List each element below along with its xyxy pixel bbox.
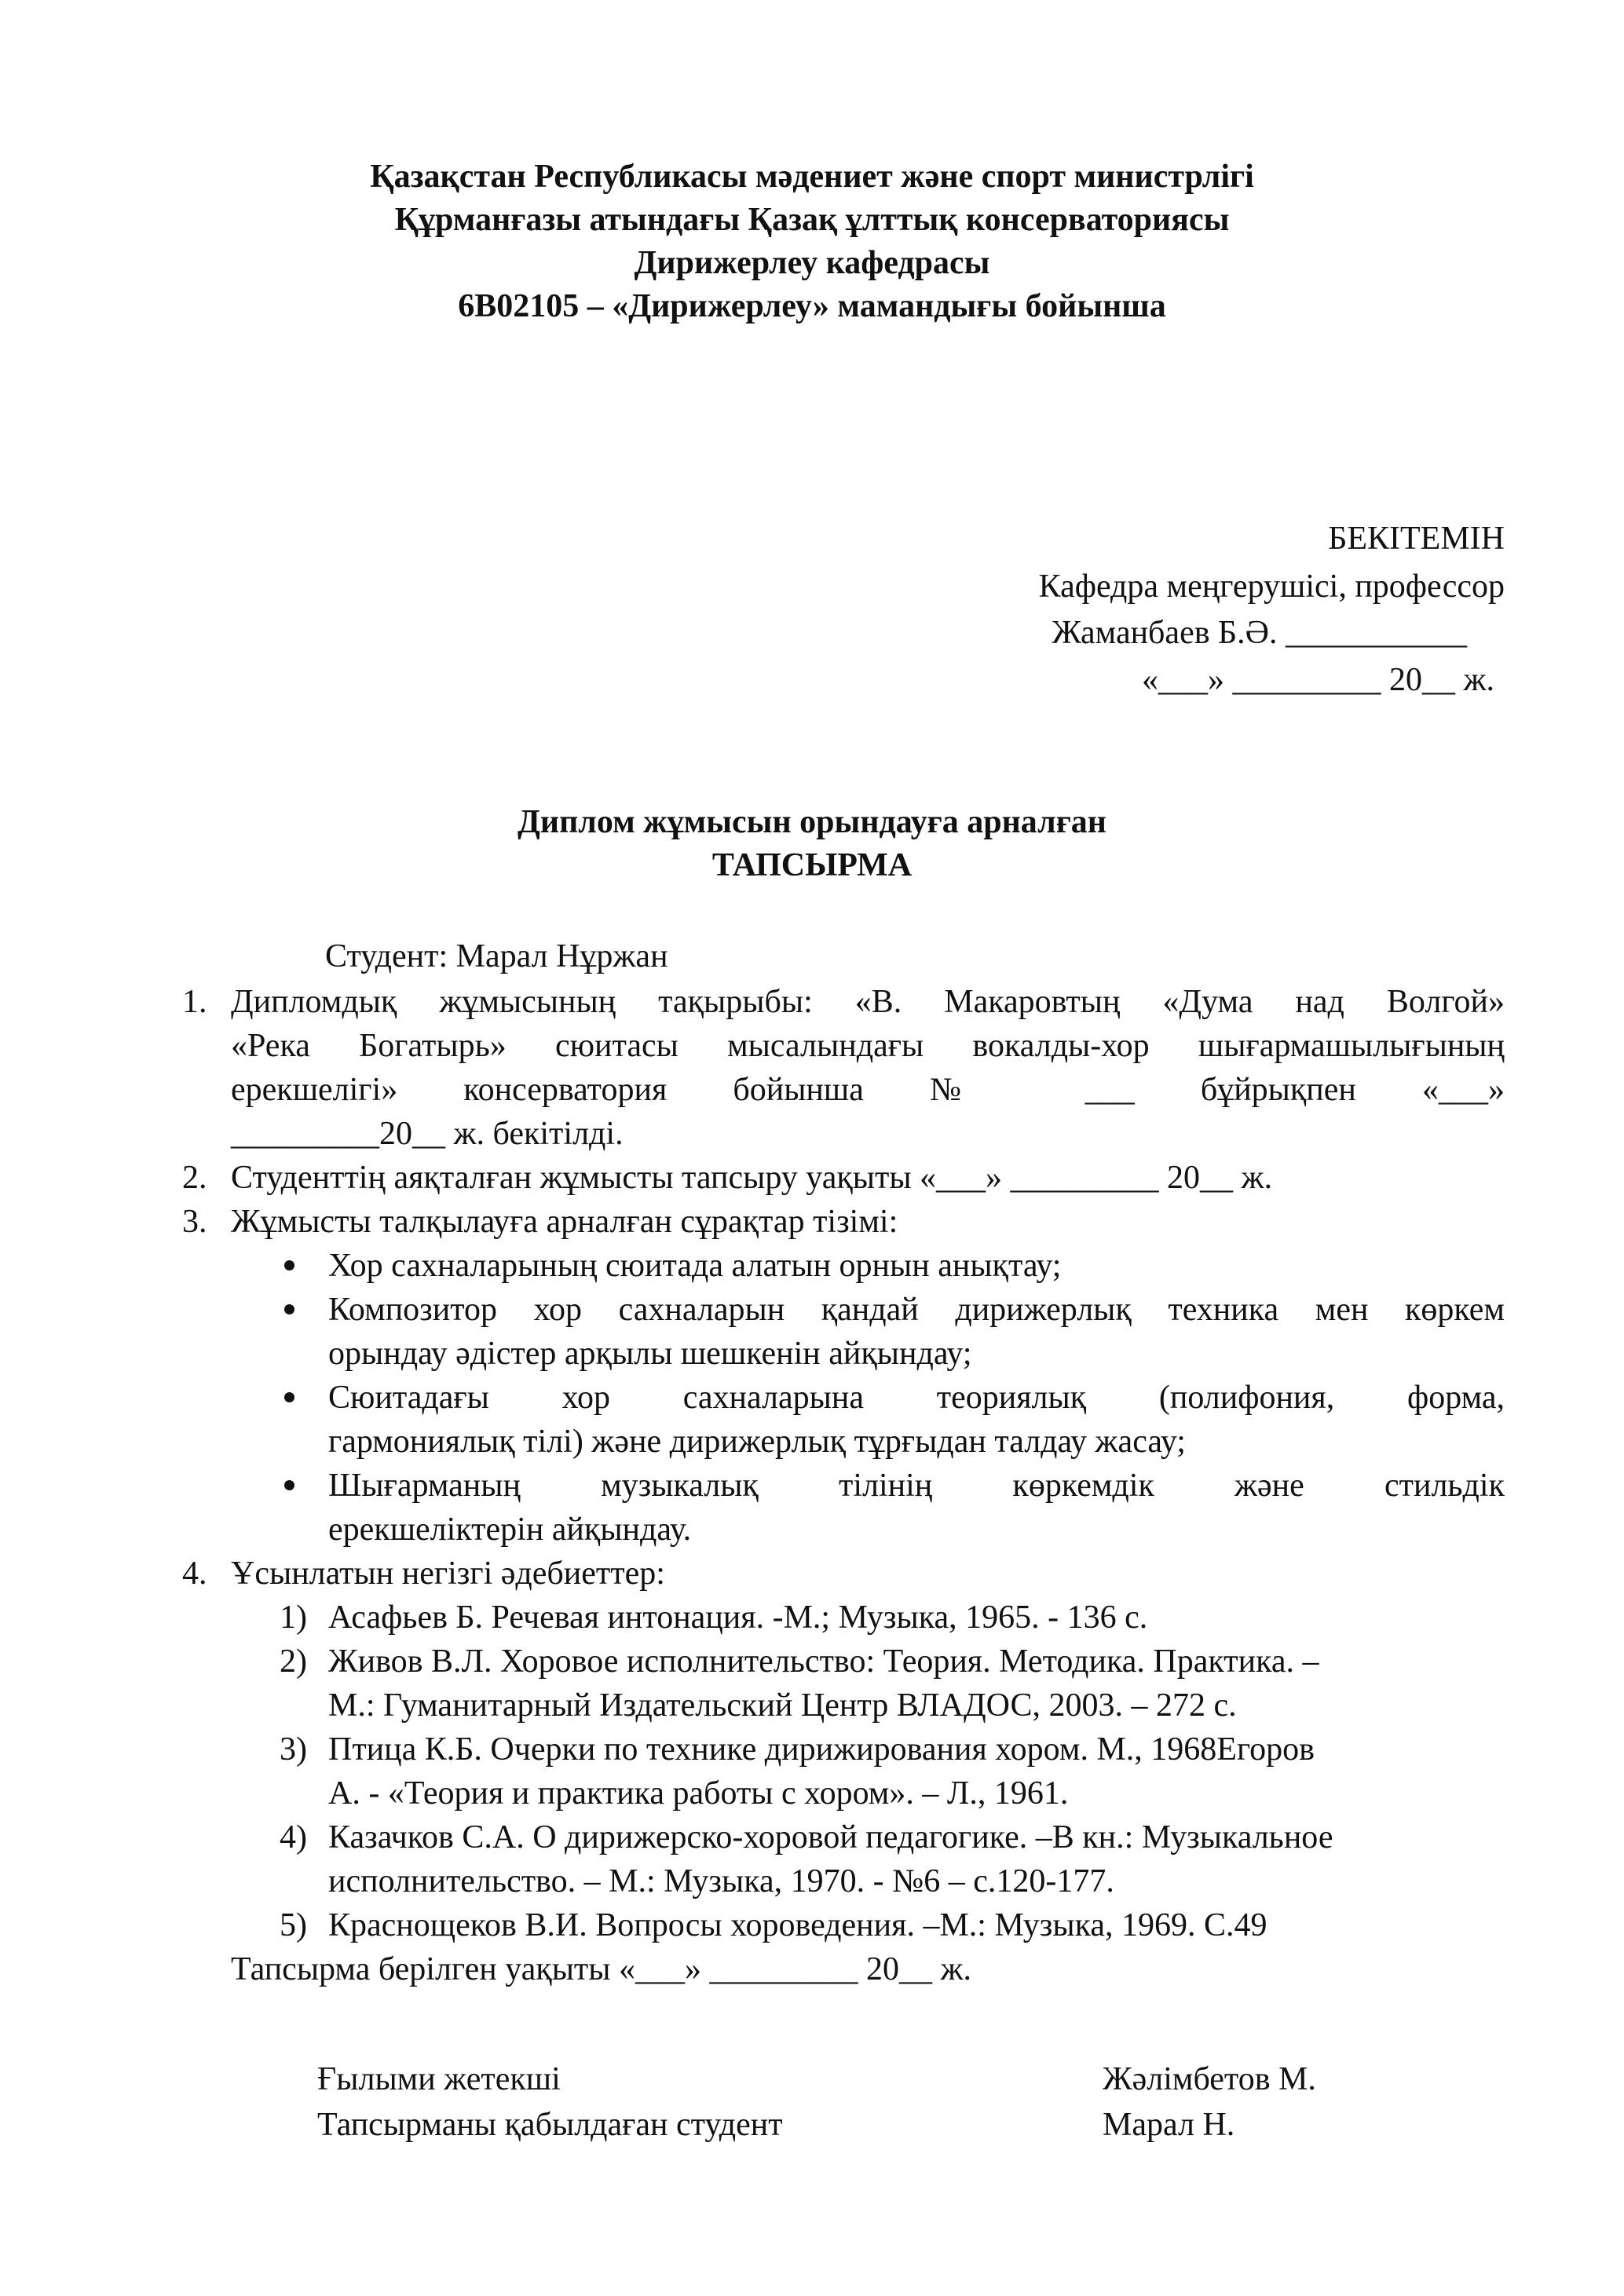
item-1-line-2: «Река Богатырь» сюитасы мысалындағы вокалды-хор шығармашылығының	[231, 1028, 1505, 1064]
student-line: Студент: Марал Нұржан	[325, 938, 668, 974]
conservatory-heading: Құрманғазы атындағы Қазақ ұлттық консерваториясы	[394, 202, 1230, 238]
bullet-icon	[284, 1480, 294, 1490]
item-4-text: Ұсынлатын негізгі әдебиеттер:	[231, 1556, 665, 1592]
item-number-3: 3.	[182, 1204, 207, 1240]
item-number-2: 2.	[182, 1160, 207, 1196]
reference-2-line-1: Живов В.Л. Хоровое исполнительство: Теория. Методика. Практика. –	[328, 1643, 1319, 1680]
reference-3-line-1: Птица К.Б. Очерки по технике дирижирования хором. М., 1968Егоров	[328, 1731, 1315, 1768]
bullet-icon	[284, 1304, 294, 1314]
reference-1-line-1: Асафьев Б. Речевая интонация. -М.; Музыка, 1965. - 136 с.	[328, 1600, 1148, 1636]
item-2-text: Студенттің аяқталған жұмысты тапсыру уақыты «___» _________ 20__ ж.	[231, 1160, 1273, 1196]
ministry-heading: Қазақстан Республикасы мәдениет және спорт министрлігі	[370, 159, 1254, 195]
item-1-line-3: ерекшелігі» консерватория бойынша № ___ бұйрықпен «___»	[231, 1072, 1505, 1108]
bullet-4-line-1: Шығарманың музыкалық тілінің көркемдік және стильдік	[328, 1468, 1505, 1504]
bullet-2-line-2: орындау әдістер арқылы шешкенін айқындау;	[328, 1336, 972, 1372]
advisor-label: Ғылыми жетекші	[317, 2061, 561, 2097]
reference-number-5: 5)	[280, 1907, 307, 1943]
bullet-4-line-2: ерекшеліктерін айқындау.	[328, 1512, 692, 1548]
reference-number-4: 4)	[280, 1819, 307, 1855]
approval-date: «___» _________ 20__ ж.	[1141, 662, 1494, 698]
advisor-name: Жәлімбетов М.	[1103, 2061, 1316, 2097]
document-subtitle: Диплом жұмысын орындауға арналған	[518, 804, 1106, 840]
student-acceptance-name: Марал Н.	[1103, 2107, 1235, 2143]
student-acceptance-label: Тапсырманы қабылдаған студент	[317, 2107, 783, 2143]
bullet-icon	[284, 1260, 294, 1270]
approval-name: Жаманбаев Б.Ә. ___________	[1052, 615, 1467, 651]
reference-4-line-2: исполнительство. – М.: Музыка, 1970. - №6 – с.120-177.	[328, 1863, 1114, 1899]
item-1-line-4: _________20__ ж. бекітілді.	[231, 1116, 624, 1152]
bullet-3-line-1: Сюитадағы хор сахналарына теориялық (полифония, форма,	[328, 1380, 1505, 1416]
reference-3-line-2: А. - «Теория и практика работы с хором». – Л., 1961.	[328, 1775, 1069, 1812]
approval-title: БЕКІТЕМІН	[1328, 521, 1505, 557]
specialty-heading: 6В02105 – «Дирижерлеу» мамандығы бойынша	[458, 288, 1166, 324]
reference-number-2: 2)	[280, 1643, 307, 1680]
approval-position: Кафедра меңгерушісі, профессор	[1038, 569, 1505, 605]
reference-4-line-1: Казачков С.А. О дирижерско-хоровой педагогике. –В кн.: Музыкальное	[328, 1819, 1333, 1855]
document-title: ТАПСЫРМА	[711, 847, 913, 883]
department-heading: Дирижерлеу кафедрасы	[634, 245, 990, 281]
reference-number-1: 1)	[280, 1600, 307, 1636]
item-1-line-1: Дипломдық жұмысының тақырыбы: «В. Макаровтың «Дума над Волгой»	[231, 984, 1505, 1020]
item-number-4: 4.	[182, 1556, 207, 1592]
bullet-2-line-1: Композитор хор сахналарын қандай дирижерлық техника мен көркем	[328, 1292, 1505, 1328]
bullet-icon	[284, 1392, 294, 1402]
item-number-1: 1.	[182, 984, 207, 1020]
reference-2-line-2: М.: Гуманитарный Издательский Центр ВЛАДОС, 2003. – 272 с.	[328, 1687, 1237, 1724]
item-3-text: Жұмысты талқылауға арналған сұрақтар тізімі:	[231, 1204, 898, 1240]
bullet-1-line-1: Хор сахналарының сюитада алатын орнын анықтау;	[328, 1248, 1062, 1284]
reference-5-line-1: Краснощеков В.И. Вопросы хороведения. –М.: Музыка, 1969. С.49	[328, 1907, 1267, 1943]
issued-date-line: Тапсырма берілген уақыты «___» _________ 20__ ж.	[231, 1951, 972, 1987]
reference-number-3: 3)	[280, 1731, 307, 1768]
bullet-3-line-2: гармониялық тілі) және дирижерлық тұрғыдан талдау жасау;	[328, 1424, 1186, 1460]
